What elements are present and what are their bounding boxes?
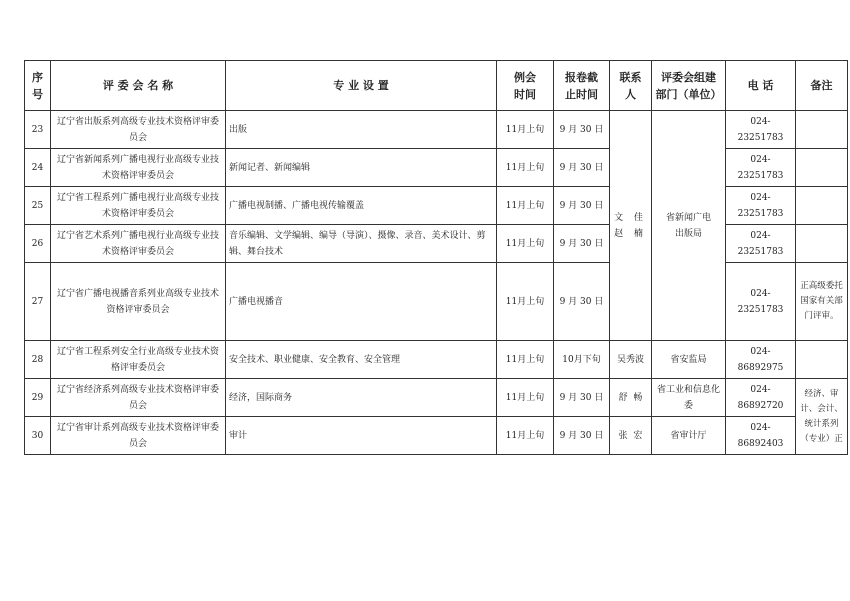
row-deadline: 9 月 30 日 [554, 379, 610, 417]
merged-dept: 省新闻广电 出版局 [652, 111, 726, 341]
row-committee: 辽宁省广播电视播音系列业高级专业技术资格评审委员会 [51, 263, 226, 341]
row-majors: 经济，国际商务 [226, 379, 497, 417]
row-committee: 辽宁省经济系列高级专业技术资格评审委员会 [51, 379, 226, 417]
table-row [25, 379, 848, 417]
row-dept: 省安监局 [652, 341, 726, 379]
row-remark [796, 149, 848, 187]
row-phone: 024-23251783 [726, 149, 796, 187]
row-contact: 张 宏 [610, 417, 652, 455]
row-committee: 辽宁省工程系列广播电视行业高级专业技术资格评审委员会 [51, 187, 226, 225]
row-index: 26 [25, 225, 51, 263]
row-meeting-time: 11月上旬 [497, 263, 554, 341]
row-index: 30 [25, 417, 51, 455]
table-row [25, 341, 848, 379]
row-majors: 审计 [226, 417, 497, 455]
row-meeting-time: 11月上旬 [497, 417, 554, 455]
row-phone: 024-86892720 [726, 379, 796, 417]
row-index: 24 [25, 149, 51, 187]
row-meeting-time: 11月上旬 [497, 225, 554, 263]
row-index: 29 [25, 379, 51, 417]
table-row [25, 111, 848, 149]
row-committee: 辽宁省工程系列安全行业高级专业技术资格评审委员会 [51, 341, 226, 379]
row-deadline: 9 月 30 日 [554, 263, 610, 341]
row-remark [796, 341, 848, 379]
row-meeting-time: 11月上旬 [497, 341, 554, 379]
header-meeting-time: 例会 时间 [497, 61, 554, 111]
merged-remark: 经济、审计、会计、统计系列（专业）正 [796, 379, 848, 455]
row-deadline: 9 月 30 日 [554, 225, 610, 263]
row-meeting-time: 11月上旬 [497, 149, 554, 187]
header-row [25, 61, 848, 111]
header-dept: 评委会组建 部门（单位） [652, 61, 726, 111]
evaluation-committee-table [24, 60, 848, 455]
row-committee: 辽宁省新闻系列广播电视行业高级专业技术资格评审委员会 [51, 149, 226, 187]
row-meeting-time: 11月上旬 [497, 379, 554, 417]
row-phone: 024-23251783 [726, 263, 796, 341]
header-deadline: 报卷截 止时间 [554, 61, 610, 111]
row-phone: 024-23251783 [726, 225, 796, 263]
row-deadline: 9 月 30 日 [554, 187, 610, 225]
row-majors: 音乐编辑、文学编辑、编导（导演）、摄像、录音、美术设计、剪辑、舞台技术 [226, 225, 497, 263]
row-deadline: 10月下旬 [554, 341, 610, 379]
row-contact: 舒 畅 [610, 379, 652, 417]
row-dept: 省审计厅 [652, 417, 726, 455]
row-deadline: 9 月 30 日 [554, 149, 610, 187]
row-contact: 吴秀波 [610, 341, 652, 379]
row-phone: 024-23251783 [726, 187, 796, 225]
row-phone: 024-86892975 [726, 341, 796, 379]
row-deadline: 9 月 30 日 [554, 111, 610, 149]
row-majors: 广播电视播音 [226, 263, 497, 341]
row-phone: 024-86892403 [726, 417, 796, 455]
row-index: 27 [25, 263, 51, 341]
row-committee: 辽宁省艺术系列广播电视行业高级专业技术资格评审委员会 [51, 225, 226, 263]
header-contact: 联系 人 [610, 61, 652, 111]
row-index: 25 [25, 187, 51, 225]
row-committee: 辽宁省出版系列高级专业技术资格评审委员会 [51, 111, 226, 149]
row-meeting-time: 11月上旬 [497, 111, 554, 149]
row-remark [796, 187, 848, 225]
header-majors: 专 业 设 置 [226, 61, 497, 111]
header-committee: 评 委 会 名 称 [51, 61, 226, 111]
row-index: 28 [25, 341, 51, 379]
row-majors: 出版 [226, 111, 497, 149]
row-majors: 新闻记者、新闻编辑 [226, 149, 497, 187]
header-index: 序 号 [25, 61, 51, 111]
row-deadline: 9 月 30 日 [554, 417, 610, 455]
row-remark: 正高级委托国家有关部门评审。 [796, 263, 848, 341]
merged-contact: 文 佳 赵 楠 [610, 111, 652, 341]
row-phone: 024-23251783 [726, 111, 796, 149]
row-majors: 广播电视制播、广播电视传输覆盖 [226, 187, 497, 225]
header-remark: 备注 [796, 61, 848, 111]
row-meeting-time: 11月上旬 [497, 187, 554, 225]
row-remark [796, 225, 848, 263]
header-phone: 电 话 [726, 61, 796, 111]
row-dept: 省工业和信息化委 [652, 379, 726, 417]
row-majors: 安全技术、职业健康、安全教育、安全管理 [226, 341, 497, 379]
row-index: 23 [25, 111, 51, 149]
row-committee: 辽宁省审计系列高级专业技术资格评审委员会 [51, 417, 226, 455]
row-remark [796, 111, 848, 149]
table-row [25, 417, 848, 455]
